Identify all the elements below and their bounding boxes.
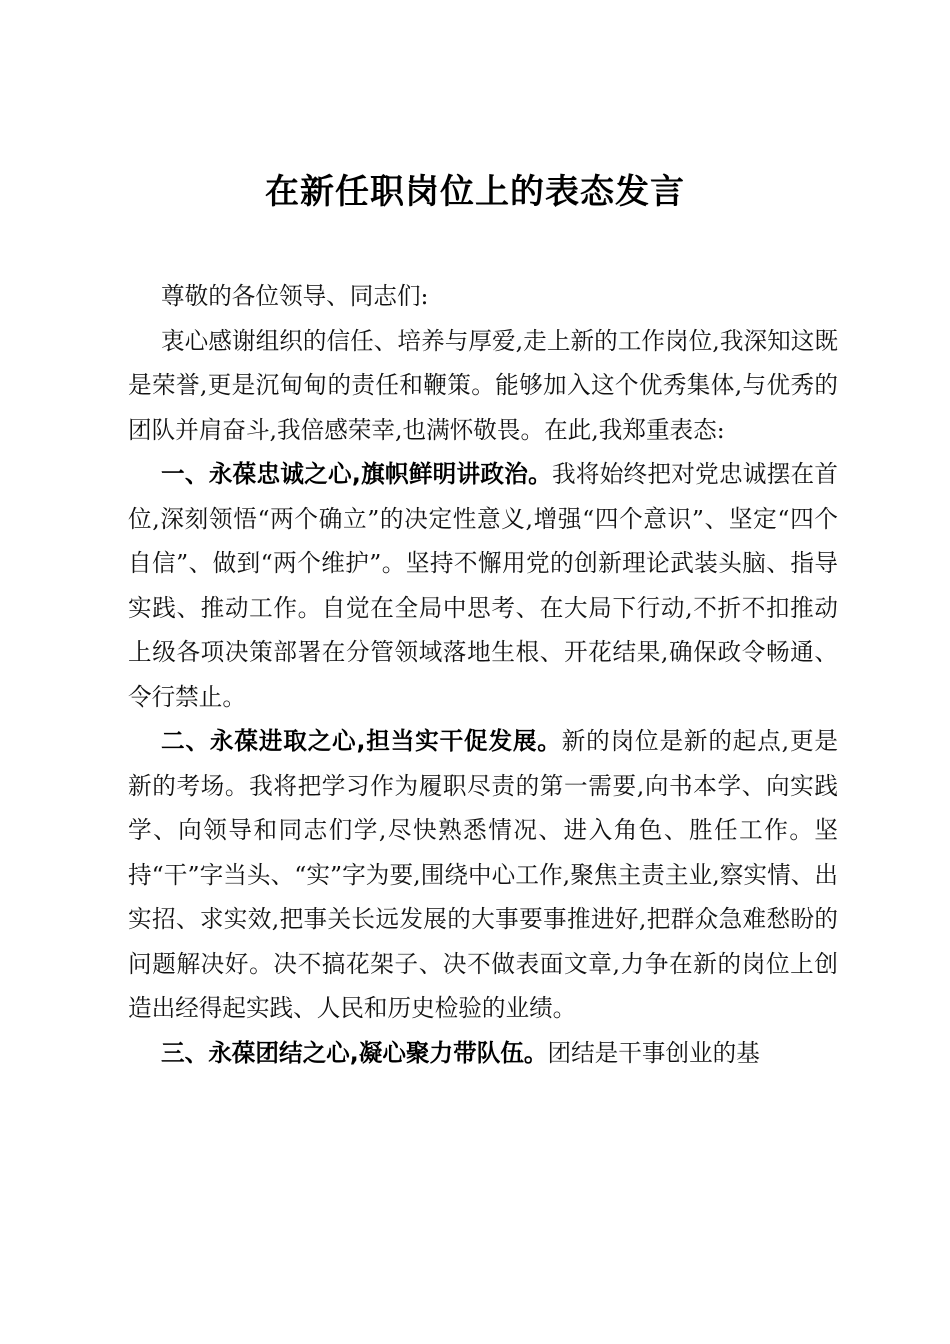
document-body bbox=[128, 274, 838, 1075]
section-heading-2: 二、永葆进取之心,担当实干促发展。 bbox=[161, 727, 562, 755]
section-paragraph-2 bbox=[128, 719, 838, 1031]
section-paragraph-1 bbox=[128, 452, 838, 719]
intro-paragraph: 衷心感谢组织的信任、培养与厚爱,走上新的工作岗位,我深知这既是荣誉,更是沉甸甸的责任和鞭策。能够加入这个优秀集体,与优秀的团队并肩奋斗,我倍感荣幸,也满怀敬畏。在此,我郑重表态: bbox=[128, 326, 838, 444]
document-title: 在新任职岗位上的表态发言 bbox=[265, 172, 685, 212]
section-text-3: 团结是干事创业的基 bbox=[547, 1038, 760, 1067]
section-text-2: 新的岗位是新的起点,更是新的考场。我将把学习作为履职尽责的第一需要,向书本学、向实践学、向领导和同志们学,尽快熟悉情况、进入角色、胜任工作。坚持“干”字当头、“实”字为要,围绕中心工作,聚焦主责主业,察实情、出实招、求实效,把事关长远发展的大事要事推进好,把群众急难愁盼的问题解决好。决不搞花架子、决不做表面文章,力争在新的岗位上创造出经得起实践、人民和历史检验的业绩。 bbox=[128, 727, 838, 1022]
salutation-paragraph: 尊敬的各位领导、同志们: bbox=[161, 282, 429, 310]
section-paragraph-3 bbox=[128, 1031, 838, 1076]
section-heading-3: 三、永葆团结之心,凝心聚力带队伍。 bbox=[161, 1038, 548, 1067]
section-text-1: 我将始终把对党忠诚摆在首位,深刻领悟“两个确立”的决定性意义,增强“四个意识”、坚定“四个自信”、做到“两个维护”。坚持不懈用党的创新理论武装头脑、指导实践、推动工作。自觉在全局中思考、在大局下行动,不折不扣推动上级各项决策部署在分管领域落地生根、开花结果,确保政令畅通、令行禁止。 bbox=[128, 460, 839, 711]
section-heading-1: 一、永葆忠诚之心,旗帜鲜明讲政治。 bbox=[161, 460, 552, 488]
